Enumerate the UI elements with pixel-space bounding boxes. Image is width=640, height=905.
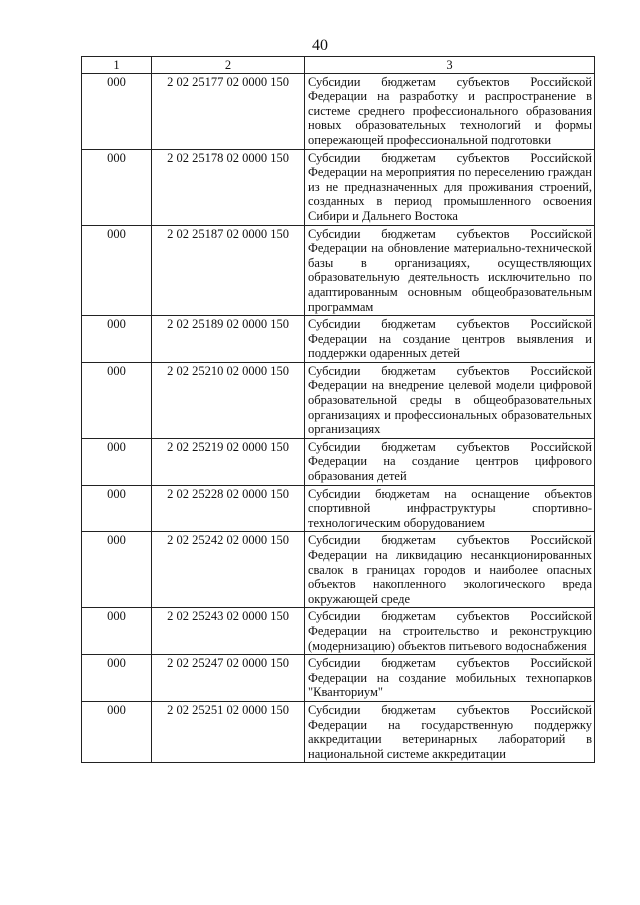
- column-header-3: 3: [305, 57, 595, 74]
- admin-code-cell: 000: [82, 485, 152, 532]
- admin-code-cell: 000: [82, 701, 152, 762]
- page-number: 40: [312, 37, 328, 54]
- table-row: [82, 532, 595, 608]
- budget-code-cell: 2 02 25243 02 0000 150: [152, 608, 305, 655]
- table-row: [82, 225, 595, 316]
- column-number-header-row: [82, 57, 595, 74]
- budget-code-cell: 2 02 25228 02 0000 150: [152, 485, 305, 532]
- budget-code-cell: 2 02 25210 02 0000 150: [152, 362, 305, 438]
- admin-code-cell: 000: [82, 316, 152, 363]
- revenue-name-cell: Субсидии бюджетам субъектов Российской Федерации на создание мобильных технопарков "Кванториум": [305, 655, 595, 702]
- column-header-1: 1: [82, 57, 152, 74]
- table-row: [82, 608, 595, 655]
- revenue-name-cell: Субсидии бюджетам на оснащение объектов спортивной инфраструктуры спортивно-технологическим оборудованием: [305, 485, 595, 532]
- revenue-name-cell: Субсидии бюджетам субъектов Российской Федерации на внедрение целевой модели цифровой образовательной среды в общеобразовательных организациях и профессиональных образовательных организациях: [305, 362, 595, 438]
- admin-code-cell: 000: [82, 608, 152, 655]
- table-row: [82, 73, 595, 149]
- budget-code-cell: 2 02 25187 02 0000 150: [152, 225, 305, 316]
- table-row: [82, 316, 595, 363]
- budget-code-cell: 2 02 25242 02 0000 150: [152, 532, 305, 608]
- budget-code-cell: 2 02 25247 02 0000 150: [152, 655, 305, 702]
- budget-code-cell: 2 02 25251 02 0000 150: [152, 701, 305, 762]
- budget-classification-table: [81, 56, 595, 763]
- revenue-name-cell: Субсидии бюджетам субъектов Российской Федерации на обновление материально-технической базы в организациях, осуществляющих образовательную деятельность исключительно по адаптированным основным общеобразовательным программам: [305, 225, 595, 316]
- revenue-name-cell: Субсидии бюджетам субъектов Российской Федерации на ликвидацию несанкционированных свалок в границах городов и наиболее опасных объектов накопленного экологического вреда окружающей среде: [305, 532, 595, 608]
- admin-code-cell: 000: [82, 225, 152, 316]
- admin-code-cell: 000: [82, 73, 152, 149]
- budget-code-cell: 2 02 25219 02 0000 150: [152, 438, 305, 485]
- table-row: [82, 438, 595, 485]
- admin-code-cell: 000: [82, 362, 152, 438]
- admin-code-cell: 000: [82, 532, 152, 608]
- revenue-name-cell: Субсидии бюджетам субъектов Российской Федерации на строительство и реконструкцию (модернизацию) объектов питьевого водоснабжения: [305, 608, 595, 655]
- revenue-name-cell: Субсидии бюджетам субъектов Российской Федерации на разработку и распространение в системе среднего профессионального образования новых образовательных технологий и формы опережающей профессиональной подготовки: [305, 73, 595, 149]
- table-row: [82, 701, 595, 762]
- revenue-name-cell: Субсидии бюджетам субъектов Российской Федерации на создание центров цифрового образования детей: [305, 438, 595, 485]
- table-row: [82, 362, 595, 438]
- budget-code-cell: 2 02 25177 02 0000 150: [152, 73, 305, 149]
- admin-code-cell: 000: [82, 655, 152, 702]
- table-row: [82, 655, 595, 702]
- table-row: [82, 149, 595, 225]
- admin-code-cell: 000: [82, 149, 152, 225]
- column-header-2: 2: [152, 57, 305, 74]
- revenue-name-cell: Субсидии бюджетам субъектов Российской Федерации на государственную поддержку аккредитации ветеринарных лабораторий в национальной системе аккредитации: [305, 701, 595, 762]
- budget-code-cell: 2 02 25189 02 0000 150: [152, 316, 305, 363]
- revenue-name-cell: Субсидии бюджетам субъектов Российской Федерации на создание центров выявления и поддержки одаренных детей: [305, 316, 595, 363]
- budget-code-cell: 2 02 25178 02 0000 150: [152, 149, 305, 225]
- revenue-name-cell: Субсидии бюджетам субъектов Российской Федерации на мероприятия по переселению граждан из не предназначенных для проживания строений, созданных в период промышленного освоения Сибири и Дальнего Востока: [305, 149, 595, 225]
- table-row: [82, 485, 595, 532]
- admin-code-cell: 000: [82, 438, 152, 485]
